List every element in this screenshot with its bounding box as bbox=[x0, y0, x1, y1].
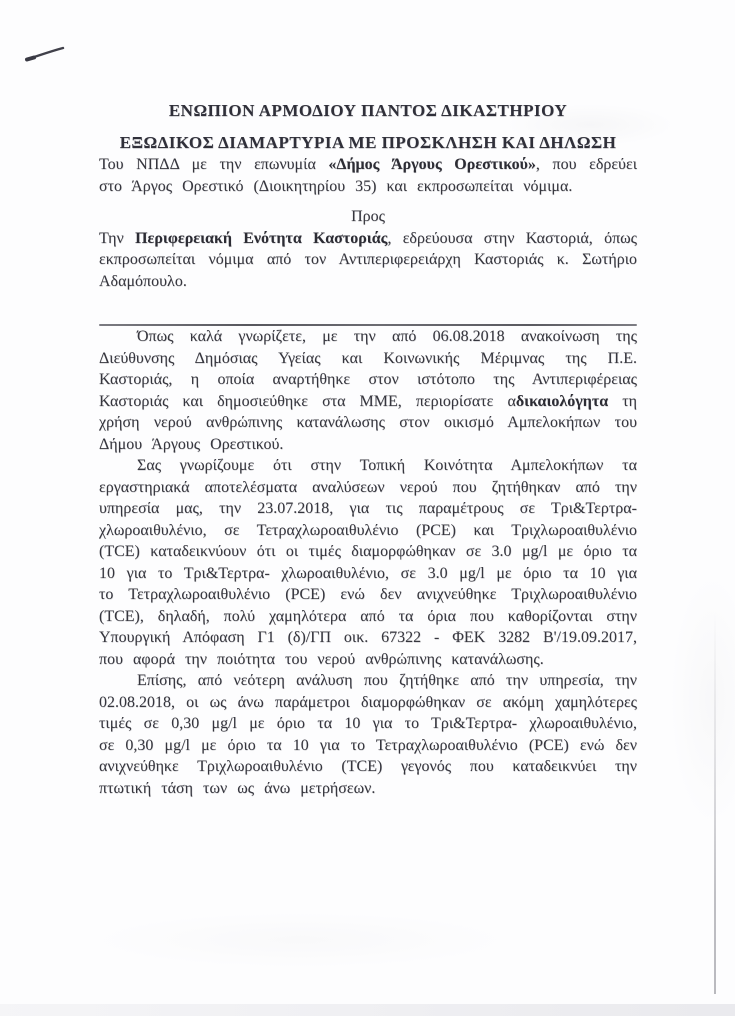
section-divider bbox=[99, 324, 637, 326]
pen-mark bbox=[20, 38, 100, 68]
scan-edge-artifact bbox=[714, 612, 716, 994]
sender-paragraph: Του ΝΠΔΔ με την επωνυμία «Δήμος Άργους Ορεστικού», που εδρεύει στο Άργος Ορεστικό (Διοικητηρίου 35) και εκπροσωπείται νόμιμα. bbox=[99, 156, 638, 195]
body-paragraph-1: Όπως καλά γνωρίζετε, με την από 06.08.2018 ανακοίνωση της Διεύθυνσης Δημόσιας Υγείας και Κοινωνικής Μέριμνας της Π.Ε. Καστοριάς, η οποία αναρτήθηκε στον ιστότοπο της Αντιπεριφέρειας Καστοριάς και δημοσιεύθηκε στα ΜΜΕ, περιορίσατε αδικαιολόγητα τη χρήση νερού ανθρώπινης κατανάλωσης στον οικισμό Αμπελοκήπων του Δήμου Άργους Ορεστικού. bbox=[99, 328, 637, 453]
document-title-line2: ΕΞΩΔΙΚΟΣ ΔΙΑΜΑΡΤΥΡΙΑ ΜΕ ΠΡΟΣΚΛΗΣΗ ΚΑΙ ΔΗΛΩΣΗ bbox=[119, 133, 617, 152]
scan-bottom-band bbox=[0, 1004, 735, 1016]
body-paragraph-2: Σας γνωρίζουμε ότι στην Τοπική Κοινότητα Αμπελοκήπων τα εργαστηριακά αποτελέσματα αναλύσεων νερού που ζητήθηκαν από την υπηρεσία μας, την 23.07.2018, για τις παραμέτρους σε Τρι&Τερτρα-χλωροαιθυλένιο, σε Τετραχλωροαιθυλένιο (PCE) και Τριχλωροαιθυλένιο (TCE) καταδεικνύουν ότι οι τιμές διαμορφώθηκαν σε 3.0 μg/l με όριο τα 10 για το Τρι&Τερτρα- χλωροαιθυλένιο, σε 3.0 μg/l με όριο τα 10 για το Τετραχλωροαιθυλένιο (PCE) ενώ δεν ανιχνεύθηκε Τριχλωροαιθυλένιο (TCE), δηλαδή, πολύ χαμηλότερα από τα όρια που καθορίζονται στην Υπουργική Απόφαση Γ1 (δ)/ΓΠ οικ. 67322 - ΦΕΚ 3282 Β'/19.09.2017, που αφορά την ποιότητα του νερού ανθρώπινης κατανάλωσης. bbox=[99, 457, 637, 668]
document-title-line1: ΕΝΩΠΙΟΝ ΑΡΜΟΔΙΟΥ ΠΑΝΤΟΣ ΔΙΚΑΣΤΗΡΙΟΥ bbox=[168, 101, 568, 120]
body-paragraph-3: Επίσης, από νεότερη ανάλυση που ζητήθηκε από την υπηρεσία, την 02.08.2018, οι ως άνω παράμετροι διαμορφώθηκαν σε ακόμη χαμηλότερες τιμές σε 0,30 μg/l με όριο τα 10 για το Τρι&Τερτρα- χλωροαιθυλένιο, σε 0,30 μg/l με όριο τα 10 για το Τετραχλωροαιθυλένιο (PCE) ενώ δεν ανιχνεύθηκε Τριχλωροαιθυλένιο (TCE) γεγονός που καταδεικνύει την πτωτική τάση των ως άνω μετρήσεων. bbox=[99, 672, 637, 797]
document-content bbox=[99, 100, 637, 799]
recipient-paragraph: Την Περιφερειακή Ενότητα Καστοριάς, εδρεύουσα στην Καστοριά, όπως εκπροσωπείται νόμιμα από τον Αντιπεριφερειάρχη Καστοριάς κ. Σωτήριο Αδαμόπουλο. bbox=[99, 229, 638, 290]
recipient-label: Προς bbox=[351, 208, 385, 225]
